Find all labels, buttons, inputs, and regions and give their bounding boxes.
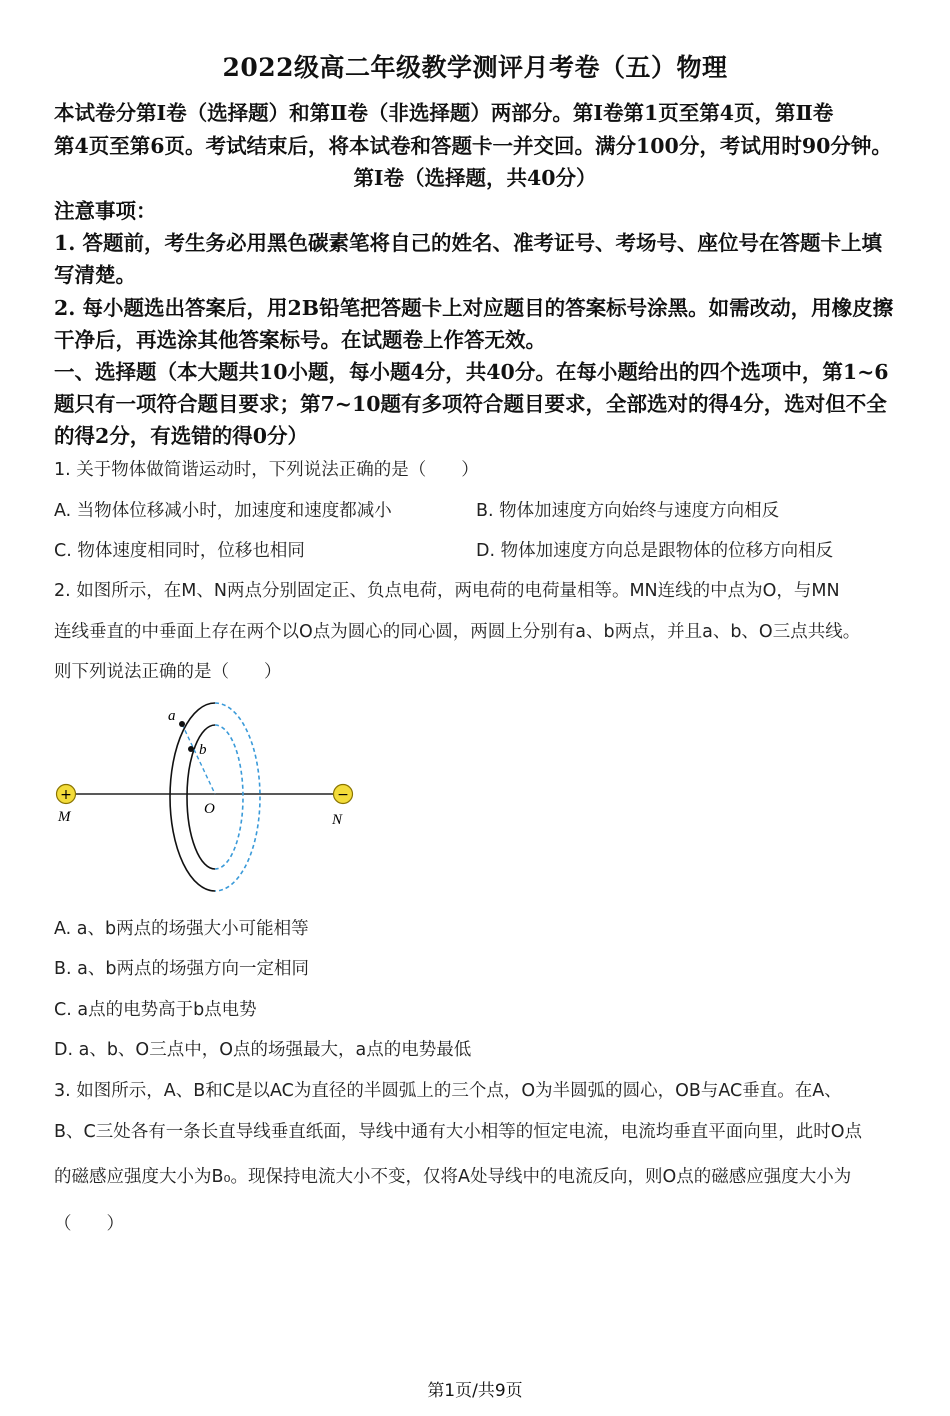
- q3-stem-line-1: 3. 如图所示，A、B和C是以AC为直径的半圆弧上的三个点，O为半圆弧的圆心，OB与AC垂直。在A、: [54, 1081, 842, 1101]
- label-m: M: [58, 809, 71, 825]
- point-a: [179, 721, 185, 727]
- page-title: 2022级高二年级教学测评月考卷（五）物理: [222, 53, 728, 82]
- q2-stem-line-3: 则下列说法正确的是（ ）: [54, 662, 282, 682]
- note-1-line-1: 1. 答题前，考生务必用黑色碳素笔将自己的姓名、准考证号、考场号、座位号在答题卡上填: [54, 231, 883, 255]
- q2-option-b: B. a、b两点的场强方向一定相同: [54, 959, 309, 979]
- label-n: N: [332, 812, 343, 828]
- q2-option-a: A. a、b两点的场强大小可能相等: [54, 919, 309, 939]
- label-b: b: [199, 742, 207, 758]
- q2-option-c: C. a点的电势高于b点电势: [54, 1000, 257, 1020]
- q2-stem-line-1: 2. 如图所示，在M、N两点分别固定正、负点电荷，两电荷的电荷量相等。MN连线的中点为O，与MN: [54, 581, 840, 601]
- q2-stem-line-2: 连线垂直的中垂面上存在两个以O点为圆心的同心圆，两圆上分别有a、b两点，并且a、b、O三点共线。: [54, 622, 861, 642]
- q2-figure-svg: [40, 695, 370, 895]
- section-title: 第Ⅰ卷（选择题，共40分）: [353, 166, 597, 190]
- q3-stem-line-2: B、C三处各有一条长直导线垂直纸面，导线中通有大小相等的恒定电流，电流均垂直平面向里，此时O点: [54, 1122, 862, 1142]
- part1-line-1: 一、选择题（本大题共10小题，每小题4分，共40分。在每小题给出的四个选项中，第1~6: [54, 360, 889, 384]
- q2-figure: [40, 695, 370, 899]
- notes-heading: 注意事项：: [54, 199, 157, 223]
- q1-option-c: C. 物体速度相同时，位移也相同: [54, 541, 305, 561]
- note-2-line-2: 干净后，再选涂其他答案标号。在试题卷上作答无效。: [54, 328, 546, 352]
- intro-line-1: 本试卷分第Ⅰ卷（选择题）和第Ⅱ卷（非选择题）两部分。第Ⅰ卷第1页至第4页，第Ⅱ卷: [54, 101, 834, 125]
- part1-line-3: 的得2分，有选错的得0分）: [54, 424, 309, 448]
- q1-stem: 1. 关于物体做简谐运动时，下列说法正确的是（ ）: [54, 460, 479, 480]
- outer-ring-solid: [170, 703, 215, 891]
- minus-sign: −: [337, 787, 349, 803]
- part1-line-2: 题只有一项符合题目要求；第7~10题有多项符合题目要求，全部选对的得4分，选对但不全: [54, 392, 887, 416]
- q1-option-b: B. 物体加速度方向始终与速度方向相反: [476, 501, 780, 521]
- q3-stem-line-3: 的磁感应强度大小为B₀。现保持电流大小不变，仅将A处导线中的电流反向，则O点的磁感应强度大小为: [54, 1167, 852, 1187]
- page-footer: 第1页/共9页: [427, 1381, 523, 1401]
- q1-option-d: D. 物体加速度方向总是跟物体的位移方向相反: [476, 541, 834, 561]
- note-2-line-1: 2. 每小题选出答案后，用2B铅笔把答题卡上对应题目的答案标号涂黑。如需改动，用橡皮擦: [54, 296, 894, 320]
- plus-sign: +: [60, 787, 72, 803]
- point-b: [188, 746, 194, 752]
- q2-option-d: D. a、b、O三点中，O点的场强最大，a点的电势最低: [54, 1040, 472, 1060]
- label-o: O: [204, 801, 215, 817]
- label-a: a: [168, 708, 176, 724]
- note-1-line-2: 写清楚。: [54, 263, 136, 287]
- q3-stem-line-4: （ ）: [54, 1214, 124, 1234]
- q1-option-a: A. 当物体位移减小时，加速度和速度都减小: [54, 501, 392, 521]
- outer-ring-dashed: [215, 703, 260, 891]
- intro-line-2: 第4页至第6页。考试结束后，将本试卷和答题卡一并交回。满分100分，考试用时90分钟。: [54, 134, 892, 158]
- inner-ring-dashed: [215, 725, 243, 869]
